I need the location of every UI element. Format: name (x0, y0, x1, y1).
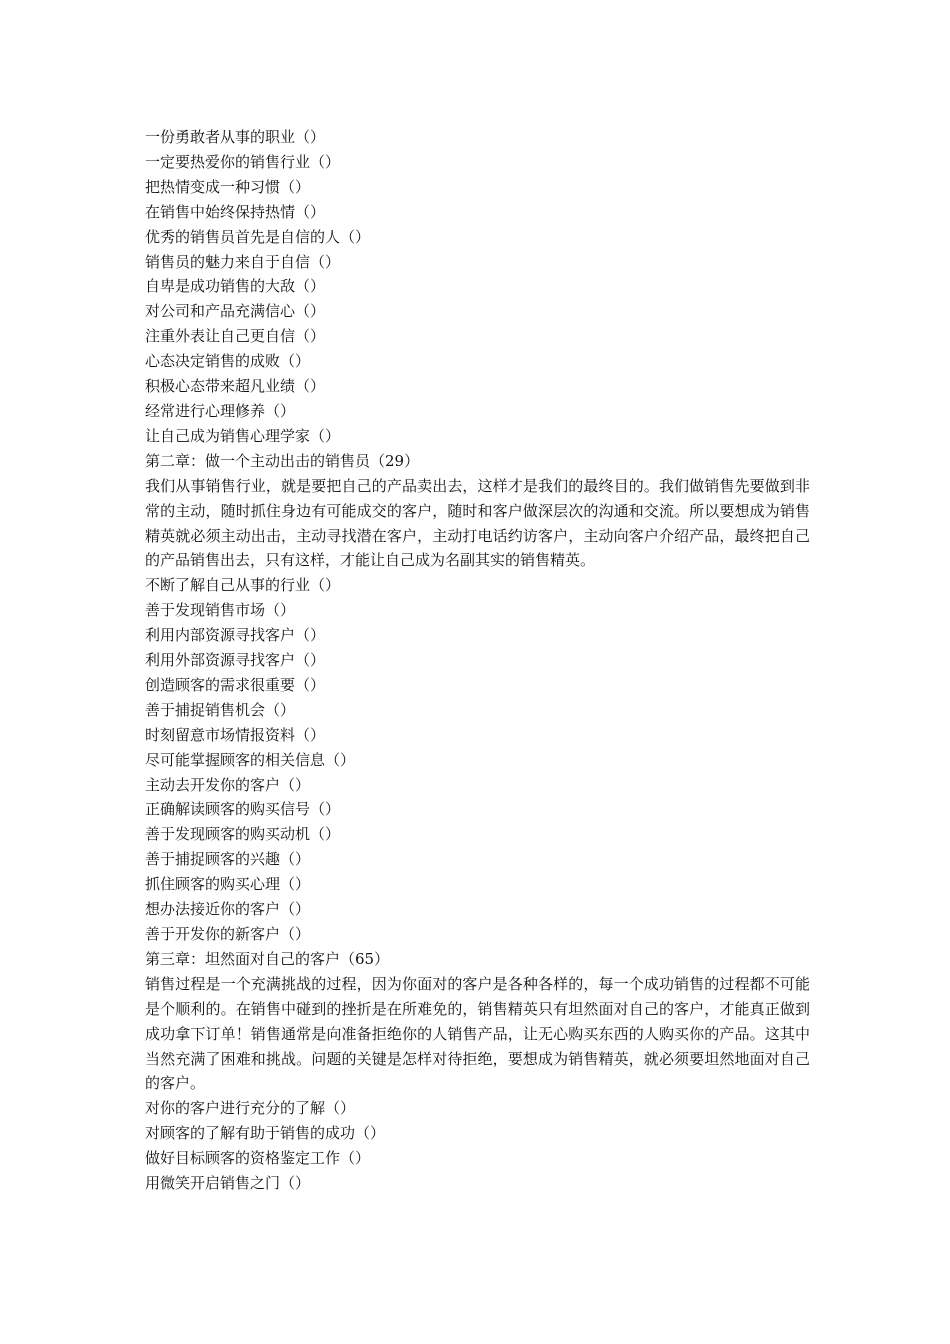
list-item: 善于发现顾客的购买动机（） (145, 825, 341, 844)
list-item: 对顾客的了解有助于销售的成功（） (145, 1124, 386, 1143)
chapter-3 (145, 947, 810, 1196)
list-item: 利用内部资源寻找客户（） (145, 626, 326, 645)
list-item: 把热情变成一种习惯（） (145, 177, 311, 196)
list-item: 用微笑开启销售之门（） (145, 1174, 311, 1193)
list-item: 善于捕捉顾客的兴趣（） (145, 850, 311, 869)
list-item: 想办法接近你的客户（） (145, 900, 311, 919)
list-item: 让自己成为销售心理学家（） (145, 426, 341, 445)
list-item: 一定要热爱你的销售行业（） (145, 152, 341, 171)
list-item: 对你的客户进行充分的了解（） (145, 1099, 356, 1118)
list-item: 在销售中始终保持热情（） (145, 202, 326, 221)
list-item: 抓住顾客的购买心理（） (145, 875, 311, 894)
list-item: 正确解读顾客的购买信号（） (145, 800, 341, 819)
list-item: 销售员的魅力来自于自信（） (145, 252, 341, 271)
list-item: 创造顾客的需求很重要（） (145, 675, 326, 694)
chapter-2 (145, 449, 810, 947)
list-item: 尽可能掌握顾客的相关信息（） (145, 750, 356, 769)
list-item: 自卑是成功销售的大敌（） (145, 277, 326, 296)
list-item: 一份勇敢者从事的职业（） (145, 128, 326, 146)
list-item: 心态决定销售的成败（） (145, 352, 311, 371)
list-item: 积极心态带来超凡业绩（） (145, 377, 326, 396)
chapter-2-title: 第二章：做一个主动出击的销售员（29） (145, 451, 420, 470)
list-item: 做好目标顾客的资格鉴定工作（） (145, 1149, 371, 1168)
list-item: 对公司和产品充满信心（） (145, 302, 326, 321)
document-page (145, 125, 810, 1196)
list-item: 善于捕捉销售机会（） (145, 700, 296, 719)
chapter-2-intro: 我们从事销售行业，就是要把自己的产品卖出去，这样才是我们的最终目的。我们做销售先要做到非常的主动，随时抓住身边有可能成交的客户，随时和客户做深层次的沟通和交流。所以要想成为销售精英就必须主动出击，主动寻找潜在客户，主动打电话约访客户，主动向客户介绍产品，最终把自己的产品销售出去，只有这样，才能让自己成为名副其实的销售精英。 (145, 476, 810, 570)
list-item: 主动去开发你的客户（） (145, 775, 311, 794)
section-a-list (145, 125, 810, 449)
list-item: 注重外表让自己更自信（） (145, 327, 326, 346)
list-item: 善于开发你的新客户（） (145, 925, 311, 943)
list-item: 善于发现销售市场（） (145, 601, 296, 620)
list-item: 时刻留意市场情报资料（） (145, 725, 326, 744)
chapter-3-title: 第三章：坦然面对自己的客户（65） (145, 949, 390, 968)
list-item: 经常进行心理修养（） (145, 401, 296, 420)
list-item: 不断了解自己从事的行业（） (145, 576, 341, 595)
chapter-3-intro: 销售过程是一个充满挑战的过程，因为你面对的客户是各种各样的，每一个成功销售的过程都不可能是个顺利的。在销售中碰到的挫折是在所难免的，销售精英只有坦然面对自己的客户，才能真正做到成功拿下订单！销售通常是向准备拒绝你的人销售产品，让无心购买东西的人购买你的产品。这其中当然充满了困难和挑战。问题的关键是怎样对待拒绝，要想成为销售精英，就必须要坦然地面对自己的客户。 (145, 974, 810, 1093)
list-item: 利用外部资源寻找客户（） (145, 651, 326, 670)
list-item: 优秀的销售员首先是自信的人（） (145, 227, 371, 246)
